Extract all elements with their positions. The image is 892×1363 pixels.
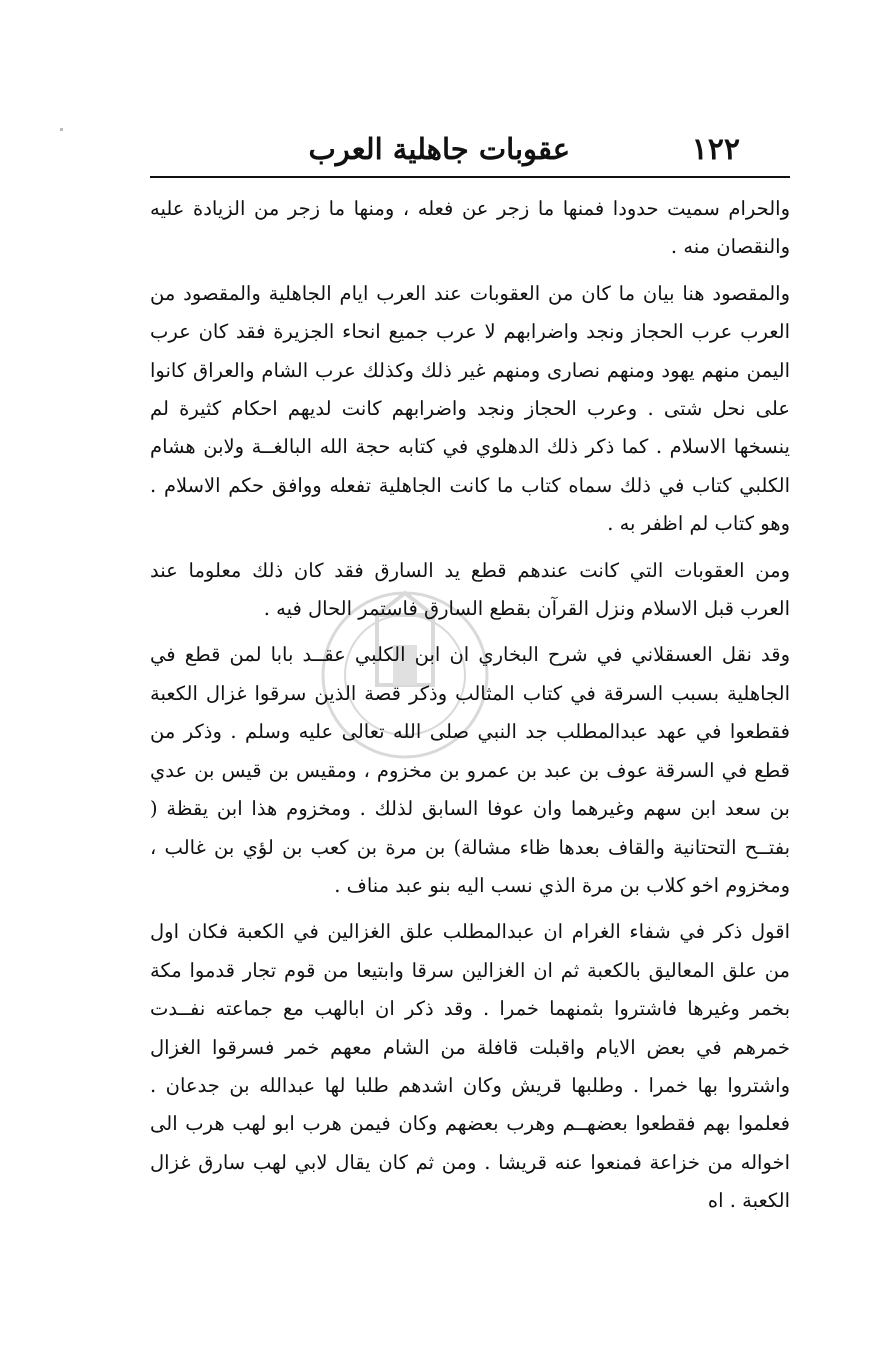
- running-title: عقوبات جاهلية العرب: [308, 132, 570, 166]
- paragraph-1: والحرام سميت حدودا فمنها ما زجر عن فعله ، ومنها ما زجر من الزيادة عليه والنقصان منه .: [150, 197, 790, 259]
- page-header: [150, 128, 790, 178]
- paragraph-5: اقول ذكر في شفاء الغرام ان عبدالمطلب علق الغزالين في الكعبة فكان اول من علق المعاليق بالكعبة ثم ان الغزالين سرقا وابتيعا من قوم تجار قدموا مكة بخمر وغيرها فاشتروا بثمنهما خمرا . وقد ذكر ان ابالهب مع جماعته نفــدت خمرهم في بعض الايام واقبلت قافلة من الشام معهم خمر فسرقوا الغزال واشتروا بها خمرا . وطلبها قريش وكان اشدهم طلبا لها عبدالله بن جدعان . فعلموا بهم فقطعوا بعضهــم وهرب بعضهم وكان فيمن هرب ابو لهب هرب الى اخواله من خزاعة فمنعوا عنه قريشا . ومن ثم كان يقال لابي لهب سارق غزال الكعبة . اه: [150, 920, 790, 1213]
- scan-speck: [60, 128, 63, 131]
- paragraph-3: ومن العقوبات التي كانت عندهم قطع يد السارق فقد كان ذلك معلوما عند العرب قبل الاسلام ونزل القرآن بقطع السارق فاستمر الحال فيه .: [150, 558, 790, 621]
- paragraph-2: والمقصود هنا بيان ما كان من العقوبات عند العرب ايام الجاهلية والمقصود من العرب عرب الحجاز ونجد واضرابهم لا عرب جميع انحاء الجزيرة فقد كان عرب اليمن منهم يهود ومنهم نصارى ومنهم غير ذلك وكذلك عرب الشام والعراق كانوا على نحل شتى . وعرب الحجاز ونجد واضرابهم كانت لديهم احكام كثيرة لم ينسخها الاسلام . كما ذكر ذلك الدهلوي في كتابه حجة الله البالغــة ولابن هشام الكلبي كتاب في ذلك سماه كتاب ما كانت الجاهلية تفعله ووافق حكم الاسلام . وهو كتاب لم اظفر به .: [150, 281, 790, 536]
- body-text: [150, 190, 790, 1221]
- page-number: ١٢٢: [691, 132, 740, 167]
- paragraph-4: وقد نقل العسقلاني في شرح البخاري ان ابن الكلبي عقــد بابا لمن قطع في الجاهلية بسبب السرقة في كتاب المثالب وذكر قصة الذين سرقوا غزال الكعبة فقطعوا في عهد عبدالمطلب جد النبي صلى الله تعالى عليه وسلم . وذكر من قطع في السرقة عوف بن عبد بن عمرو بن مخزوم ، ومقيس بن قيس بن عدي بن سعد ابن سهم وغيرهما وان عوفا السابق لذلك . ومخزوم هذا ابن يقظة ( بفتــح التحتانية والقاف بعدها ظاء مشالة) بن مرة بن كعب بن لؤي بن غالب ، ومخزوم اخو كلاب بن مرة الذي نسب اليه بنو عبد مناف .: [150, 643, 790, 897]
